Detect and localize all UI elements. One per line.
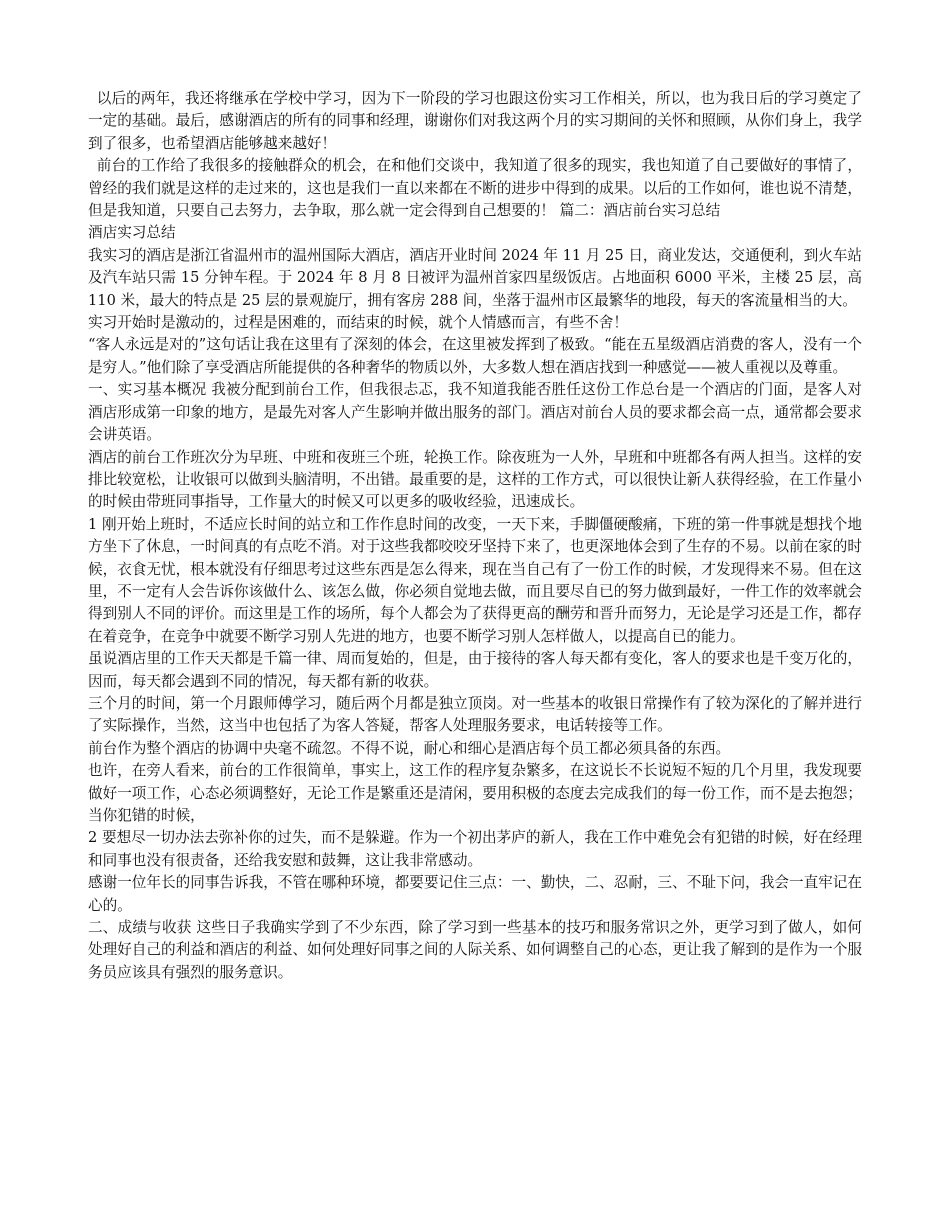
paragraph-shifts: 酒店的前台工作班次分为早班、中班和夜班三个班，轮换工作。除夜班为一人外，早班和中班都各有两人担当。这样的安排比较宽松，让收银可以做到头脑清明，不出错。最重要的是，这样的工作方式，可以很快让新人获得经验，在工作量小的时候由带班同事指导，工作量大的时候又可以更多的吸收经验，迅速成长。: [88, 448, 862, 511]
paragraph-achievements: 二、成绩与收获 这些日子我确实学到了不少东西，除了学习到一些基本的技巧和服务常识之外，更学习到了做人，如何处理好自己的利益和酒店的利益、如何处理好同事之间的人际关系、如何调整自己的心态，更让我了解到的是作为一个服务员应该具有强烈的服务意识。: [88, 919, 862, 981]
paragraph-continuation: 以后的两年，我还将继承在学校中学习，因为下一阶段的学习也跟这份实习工作相关，所以，也为我日后的学习奠定了一定的基础。最后，感谢酒店的所有的同事和经理，谢谢你们对我这两个月的实习期间的关怀和照顾，从你们身上，我学到了很多，也希望酒店能够越来越好！: [88, 90, 862, 152]
paragraph-customer-quote: “客人永远是对的”这句话让我在这里有了深刻的体会，在这里被发挥到了极致。“能在五星级酒店消费的客人，没有一个是穷人。”他们除了享受酒店所能提供的各种奢华的物质以外，大多数人想在酒店找到一种感觉——被人重视以及尊重。: [88, 336, 862, 376]
paragraph-front-desk-reflection: 前台的工作给了我很多的接触群众的机会，在和他们交谈中，我知道了很多的现实，我也知道了自己要做好的事情了，曾经的我们就是这样的走过来的，这也是我们一直以来都在不断的进步中得到的成果。以后的工作如何，谁也说不清楚，但是我知道，只要自己去努力，去争取，那么就一定会得到自己想要的！ 篇二：酒店前台实习总结: [88, 157, 862, 220]
paragraph-feelings: 实习开始时是激动的，过程是困难的，而结束的时候，就个人情感而言，有些不舍！: [88, 314, 628, 332]
section-title: 酒店实习总结: [88, 224, 176, 242]
paragraph-three-months: 三个月的时间，第一个月跟师傅学习，随后两个月都是独立顶岗。对一些基本的收银日常操作有了较为深化的了解并进行了实际操作，当然，这当中也包括了为客人答疑，帮客人处理服务要求，电话转接等工作。: [88, 694, 862, 735]
paragraph-advice: 感谢一位年长的同事告诉我，不管在哪种环境，都要要记住三点：一、勤快，二、忍耐，三、不耻下问，我会一直牢记在心的。: [88, 874, 862, 914]
paragraph-attitude: 也许，在旁人看来，前台的工作很简单，事实上，这工作的程序复杂繁多，在这说长不长说短不短的几个月里，我发现要做好一项工作，心态必须调整好，无论工作是繁重还是清闲，要用积极的态度去完成我们的每一份工作，而不是去抱怨；当你犯错的时候，: [88, 762, 862, 824]
paragraph-coordination: 前台作为整个酒店的协调中央毫不疏忽。不得不说，耐心和细心是酒店每个员工都必须具备的东西。: [88, 739, 731, 757]
paragraph-first-days: 1 刚开始上班时，不适应长时间的站立和工作作息时间的改变，一天下来，手脚僵硬酸痛，下班的第一件事就是想找个地方坐下了休息，一时间真的有点吃不消。对于这些我都咬咬牙坚持下来了，也更深地体会到了生存的不易。以前在家的时候，衣食无忧，根本就没有仔细思考过这些东西是怎么得来，现在当自己有了一份工作的时候，才发现得来不易。但在这里，不一定有人会告诉你该做什么、该怎么做，你必须自觉地去做，而且要尽自已的努力做到最好，一件工作的效率就会得到别人不同的评价。而这里是工作的场所，每个人都会为了获得更高的酬劳和晋升而努力，无论是学习还是工作，都存在着竞争，在竞争中就要不断学习别人先进的地方，也要不断学习别人怎样做人，以提高自已的能力。: [88, 515, 862, 645]
paragraph-hotel-intro: 我实习的酒店是浙江省温州市的温州国际大酒店，酒店开业时间 2024 年 11 月 25 日，商业发达，交通便利，到火车站及汽车站只需 15 分钟车程。于 2024 年 8 月 8 日被评为温州首家四星级饭店。占地面积 6000 平米，主楼 25 层，高 110 米，最大的特点是 25 层的景观旋厅，拥有客房 288 间，坐落于温州市区最繁华的地段，每天的客流量相当的大。: [88, 246, 862, 309]
paragraph-daily-work: 虽说酒店里的工作天天都是千篇一律、周而复始的，但是，由于接待的客人每天都有变化，客人的要求也是千变万化的，因而，每天都会遇到不同的情况，每天都有新的收获。: [88, 650, 862, 690]
paragraph-overview: 一、实习基本概况 我被分配到前台工作，但我很忐忑，我不知道我能否胜任这份工作总台是一个酒店的门面，是客人对酒店形成第一印象的地方，是最先对客人产生影响并做出服务的部门。酒店对前台人员的要求都会高一点，通常都会要求会讲英语。: [88, 381, 862, 444]
paragraph-mistakes: 2 要想尽一切办法去弥补你的过失，而不是躲避。作为一个初出茅庐的新人，我在工作中难免会有犯错的时候，好在经理和同事也没有很责备，还给我安慰和鼓舞，这让我非常感动。: [88, 829, 862, 869]
